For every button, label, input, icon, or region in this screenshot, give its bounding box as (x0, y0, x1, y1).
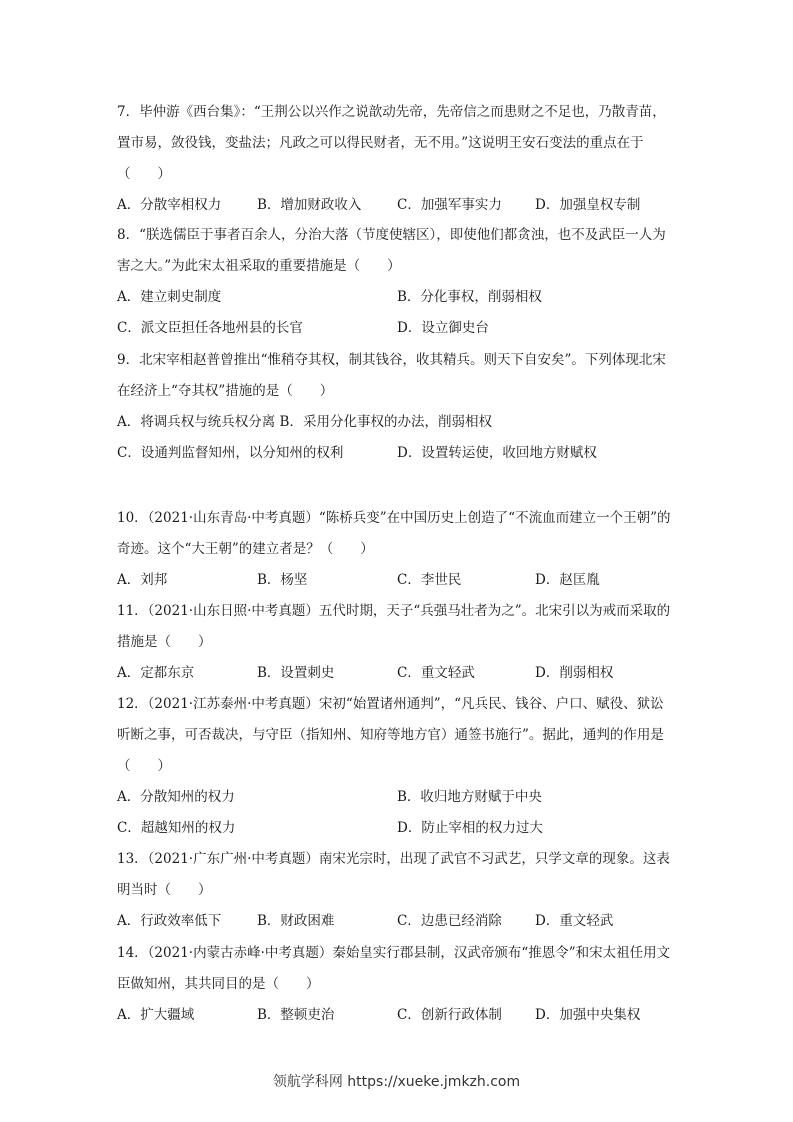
option-c: C．派文臣担任各地州县的长官 (117, 320, 303, 336)
option-d: D．重文轻武 (535, 913, 614, 929)
option-d: D．赵匡胤 (535, 572, 600, 588)
footer-watermark: 领航学科网 https://xueke.jmkzh.com (272, 1074, 521, 1090)
option-c: C．边患已经消除 (397, 913, 502, 929)
option-a-b: A．将调兵权与统兵权分离 B．采用分化事权的办法，削弱相权 (117, 414, 492, 430)
question-10 (117, 503, 677, 596)
option-row (117, 282, 677, 313)
option-d: D．加强皇权专制 (535, 197, 641, 213)
option-d: D．防止宰相的权力过大 (397, 820, 543, 836)
option-row (117, 565, 677, 596)
question-stem: 12．（2021·江苏泰州·中考真题）宋初“始置诸州通判”，“凡兵民、钱谷、户口、赋役、狱讼听断之事，可否裁决，与守臣（指知州、知府等地方官）通签书施行”。据此，通判的作用是（ ） (117, 696, 664, 774)
question-7 (117, 97, 677, 221)
option-row (117, 658, 677, 689)
option-d: D．设置转运使，收回地方财赋权 (397, 445, 597, 461)
option-b: B．杨坚 (257, 572, 308, 588)
question-8 (117, 220, 677, 344)
question-stem: 13．（2021·广东广州·中考真题）南宋光宗时，出现了武官不习武艺，只学文章的现象。这表明当时（ ） (117, 851, 670, 898)
option-row (117, 190, 677, 221)
option-row (117, 438, 677, 469)
option-row (117, 782, 677, 813)
option-b: B．财政困难 (257, 913, 335, 929)
question-12 (117, 689, 677, 844)
option-d: D．加强中央集权 (535, 1007, 641, 1023)
option-c: C．设通判监督知州，以分知州的权利 (117, 445, 344, 461)
option-a: A．行政效率低下 (117, 913, 222, 929)
option-b: B．设置刺史 (257, 665, 335, 681)
question-13 (117, 844, 677, 937)
question-stem: 11．（2021·山东日照·中考真题）五代时期，天子“兵强马壮者为之”。北宋引以为戒而采取的措施是（ ） (117, 603, 671, 650)
question-stem: 14．（2021·内蒙古赤峰·中考真题）秦始皇实行郡县制，汉武帝颁布“推恩令”和宋太祖任用文臣做知州，其共同目的是（ ） (117, 945, 671, 992)
option-b: B．整顿吏治 (257, 1007, 335, 1023)
question-9 (117, 345, 677, 469)
option-row (117, 407, 677, 438)
option-row (117, 1000, 677, 1031)
option-c: C．重文轻武 (397, 665, 475, 681)
option-c: C．李世民 (397, 572, 462, 588)
question-11 (117, 596, 677, 689)
option-c: C．加强军事实力 (397, 197, 502, 213)
option-a: A．建立刺史制度 (117, 289, 222, 305)
option-row (117, 313, 677, 344)
option-b: B．收归地方财赋于中央 (397, 789, 542, 805)
option-d: D．削弱相权 (535, 665, 614, 681)
option-a: A．定都东京 (117, 665, 195, 681)
option-row (117, 906, 677, 937)
option-d: D．设立御史台 (397, 320, 489, 336)
option-a: A．刘邦 (117, 572, 168, 588)
question-stem: 7．毕仲游《西台集》：“王荆公以兴作之说歆动先帝，先帝信之而患财之不足也，乃散青苗，置市易，敛役钱，变盐法；凡政之可以得民财者，无不用。”这说明王安石变法的重点在于（ ） (117, 104, 666, 182)
option-a: A．扩大疆域 (117, 1007, 195, 1023)
option-row (117, 813, 677, 844)
option-c: C．超越知州的权力 (117, 820, 236, 836)
question-14 (117, 938, 677, 1031)
question-stem: 10．（2021·山东青岛·中考真题）“陈桥兵变”在中国历史上创造了“不流血而建立一个王朝”的奇迹。这个“大王朝”的建立者是？（ ） (117, 510, 671, 557)
option-c: C．创新行政体制 (397, 1007, 502, 1023)
option-b: B．增加财政收入 (257, 197, 362, 213)
question-stem: 8．“朕选儒臣于事者百余人，分治大落（节度使辖区），即使他们都贪浊，也不及武臣一人为害之大。”为此宋太祖采取的重要措施是（ ） (117, 227, 666, 274)
option-a: A．分散知州的权力 (117, 789, 235, 805)
question-stem: 9．北宋宰相赵普曾推出“惟稍夺其权，制其钱谷，收其精兵。则天下自安矣”。下列体现北宋在经济上“夺其权”措施的是（ ） (117, 352, 666, 399)
option-a: A．分散宰相权力 (117, 197, 222, 213)
option-b: B．分化事权，削弱相权 (397, 289, 542, 305)
